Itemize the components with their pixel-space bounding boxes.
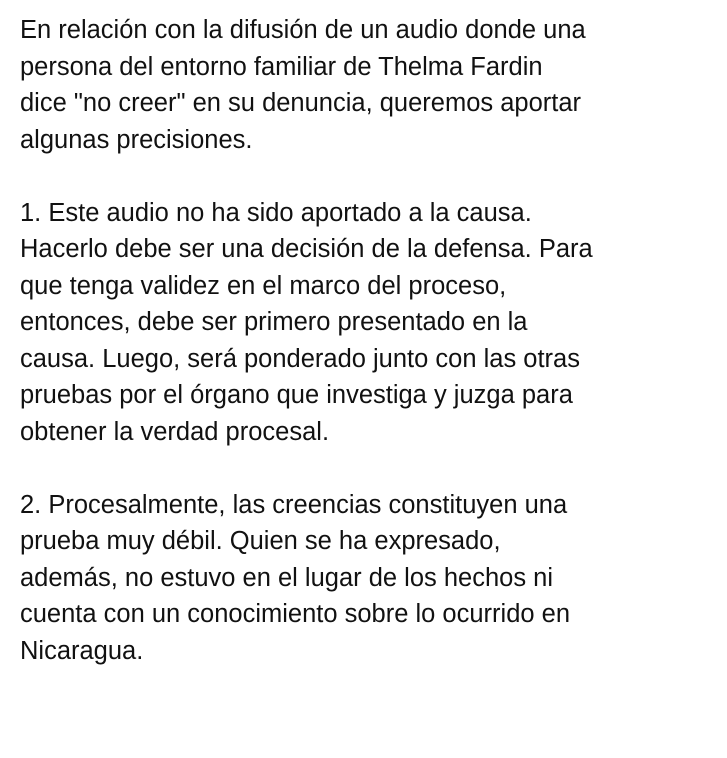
- intro-paragraph: En relación con la difusión de un audio donde una persona del entorno familiar de Thelma Fardin dice "no creer" en su denuncia, queremos aportar algunas precisiones.: [20, 16, 586, 154]
- point-1-paragraph: 1. Este audio no ha sido aportado a la causa. Hacerlo debe ser una decisión de la defensa. Para que tenga validez en el marco del proceso, entonces, debe ser primero presentado en la causa. Luego, será ponderado junto con las otras pruebas por el órgano que investiga y juzga para obtener la verdad procesal.: [20, 198, 593, 446]
- point-2-paragraph: 2. Procesalmente, las creencias constituyen una prueba muy débil. Quien se ha expresado, además, no estuvo en el lugar de los hechos ni cuenta con un conocimiento sobre lo ocurrido en Nicaragua.: [20, 490, 571, 665]
